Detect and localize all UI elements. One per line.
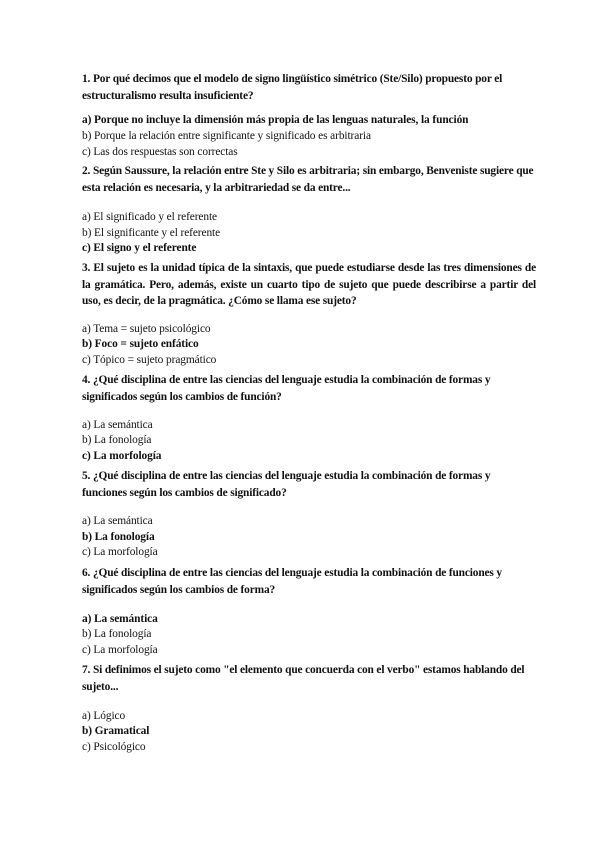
question-6-option-c: c) La morfología — [82, 644, 158, 656]
question-7-option-c: c) Psicológico — [82, 741, 146, 753]
question-3-option-a: a) Tema = sujeto psicológico — [82, 323, 211, 335]
question-4-text: 4. ¿Qué disciplina de entre las ciencias del lenguaje estudia la combinación de formas y significados según los cambios de función? — [82, 374, 491, 403]
question-2-option-c: c) El signo y el referente — [82, 242, 197, 254]
question-2-option-a: a) El significado y el referente — [82, 211, 218, 223]
question-5-text: 5. ¿Qué disciplina de entre las ciencias del lenguaje estudia la combinación de formas y funciones según los cambios de significado? — [82, 470, 491, 499]
question-6-option-b: b) La fonología — [82, 628, 152, 640]
question-3-option-b: b) Foco = sujeto enfático — [82, 338, 199, 350]
question-2-option-b: b) El significante y el referente — [82, 227, 221, 239]
question-7-text: 7. Si definimos el sujeto como "el elemento que concuerda con el verbo" estamos hablando del sujeto... — [82, 664, 525, 693]
question-1-option-b: b) Porque la relación entre significante y significado es arbitraria — [82, 130, 371, 142]
question-5-option-b: b) La fonología — [82, 531, 155, 543]
question-3-text: 3. El sujeto es la unidad típica de la sintaxis, que puede estudiarse desde las tres dimensiones de la gramática. Pero, además, existe un cuarto tipo de sujeto que puede describirse a partir del uso, es decir, de la pragmática. ¿Cómo se llama ese sujeto? — [82, 262, 536, 307]
question-7-option-b: b) Gramatical — [82, 725, 150, 737]
question-1-option-c: c) Las dos respuestas son correctas — [82, 146, 238, 158]
question-7-option-a: a) Lógico — [82, 710, 126, 722]
question-4-option-c: c) La morfología — [82, 450, 162, 462]
question-2-text: 2. Según Saussure, la relación entre Ste y Silo es arbitraria; sin embargo, Benveniste sugiere que esta relación es necesaria, y la arbitrariedad se da entre... — [82, 165, 534, 194]
question-6-text: 6. ¿Qué disciplina de entre las ciencias del lenguaje estudia la combinación de funciones y significados según los cambios de forma? — [82, 567, 502, 596]
question-3-option-c: c) Tópico = sujeto pragmático — [82, 354, 217, 366]
question-6-option-a: a) La semántica — [82, 613, 158, 625]
question-4-option-b: b) La fonología — [82, 434, 152, 446]
question-1-option-a: a) Porque no incluye la dimensión más propia de las lenguas naturales, la función — [82, 114, 469, 126]
question-1-text: 1. Por qué decimos que el modelo de signo lingüístico simétrico (Ste/Silo) propuesto por el estructuralismo resulta insuficiente? — [82, 73, 503, 102]
question-4-option-a: a) La semántica — [82, 419, 153, 431]
question-5-option-a: a) La semántica — [82, 515, 153, 527]
question-5-option-c: c) La morfología — [82, 546, 158, 558]
